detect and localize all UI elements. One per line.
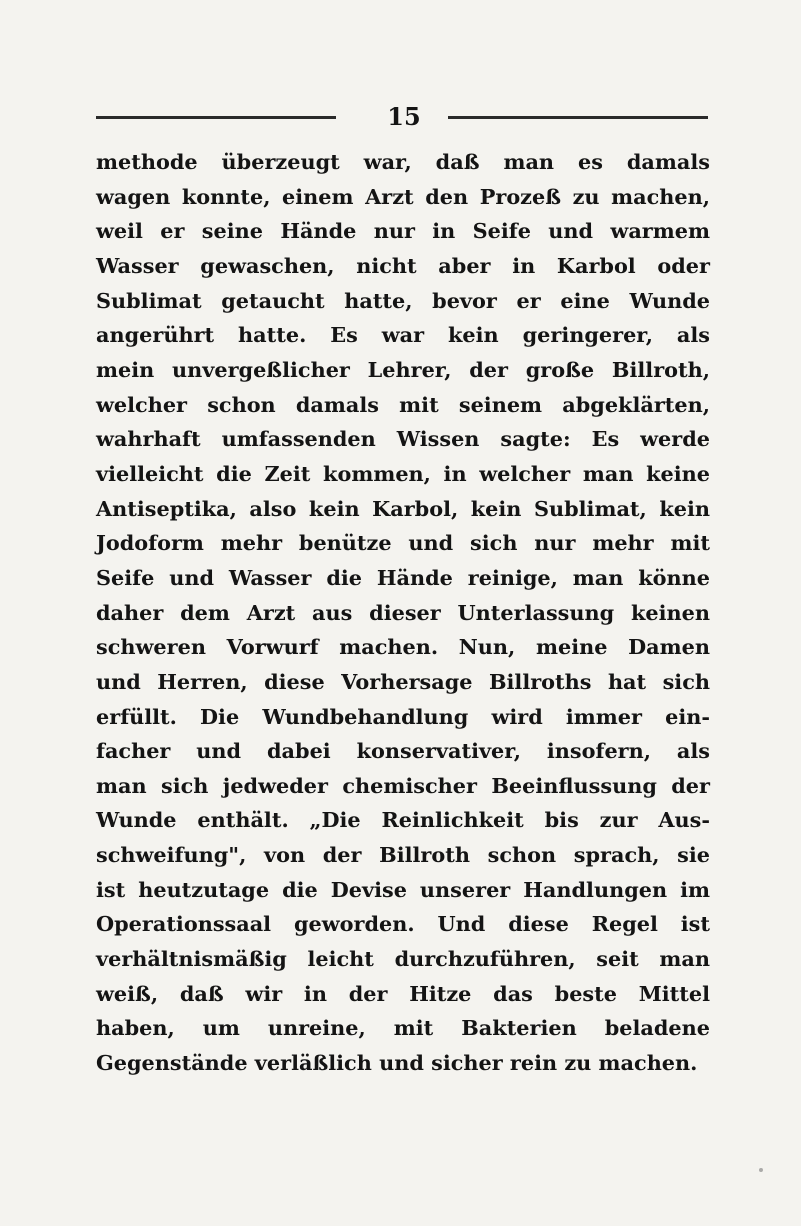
text-line: facher und dabei konservativer, insofern, als xyxy=(96,738,710,764)
text-line: Jodoform mehr benütze und sich nur mehr mit xyxy=(96,530,710,556)
text-line: Seife und Wasser die Hände reinige, man könne xyxy=(96,564,710,590)
text-line: Operationssaal geworden. Und diese Regel ist xyxy=(96,911,710,937)
text-line: man sich jedweder chemischer Beeinflussung der xyxy=(96,772,710,798)
body-paragraph xyxy=(96,145,710,1081)
header-rule-left xyxy=(96,116,336,119)
text-line: welcher schon damals mit seinem abgeklärten, xyxy=(96,391,710,417)
text-line: Gegenstände verläßlich und sicher rein zu machen. xyxy=(96,1050,698,1076)
text-line: angerührt hatte. Es war kein geringerer, als xyxy=(96,322,710,348)
text-line: haben, um unreine, mit Bakterien beladene xyxy=(96,1015,710,1041)
paper-speck xyxy=(759,1168,763,1172)
text-line: Sublimat getaucht hatte, bevor er eine Wunde xyxy=(96,287,710,313)
text-line: vielleicht die Zeit kommen, in welcher man keine xyxy=(96,460,710,486)
text-line: weil er seine Hände nur in Seife und warmem xyxy=(96,218,710,244)
text-line: verhältnismäßig leicht durchzuführen, seit man xyxy=(96,946,710,972)
text-line: Wasser gewaschen, nicht aber in Karbol oder xyxy=(96,252,710,278)
text-line: und Herren, diese Vorhersage Billroths hat sich xyxy=(96,668,710,694)
text-line: methode überzeugt war, daß man es damals xyxy=(96,149,710,174)
text-line: daher dem Arzt aus dieser Unterlassung keinen xyxy=(96,599,710,625)
page-number: 15 xyxy=(387,102,421,131)
header-rule-right xyxy=(448,116,708,119)
text-line: mein unvergeßlicher Lehrer, der große Billroth, xyxy=(96,356,710,382)
text-line: weiß, daß wir in der Hitze das beste Mittel xyxy=(96,980,710,1006)
page-header xyxy=(96,100,716,132)
text-line: ist heutzutage die Devise unserer Handlungen im xyxy=(96,876,710,902)
text-line: erfüllt. Die Wundbehandlung wird immer ein- xyxy=(96,703,710,729)
text-line: wagen konnte, einem Arzt den Prozeß zu machen, xyxy=(96,183,710,209)
text-line: Antiseptika, also kein Karbol, kein Sublimat, kein xyxy=(96,495,710,521)
text-line: schweren Vorwurf machen. Nun, meine Damen xyxy=(96,634,710,660)
text-line: wahrhaft umfassenden Wissen sagte: Es werde xyxy=(96,426,710,452)
text-line: Wunde enthält. „Die Reinlichkeit bis zur Aus- xyxy=(96,807,710,833)
text-line: schweifung", von der Billroth schon sprach, sie xyxy=(96,842,710,868)
